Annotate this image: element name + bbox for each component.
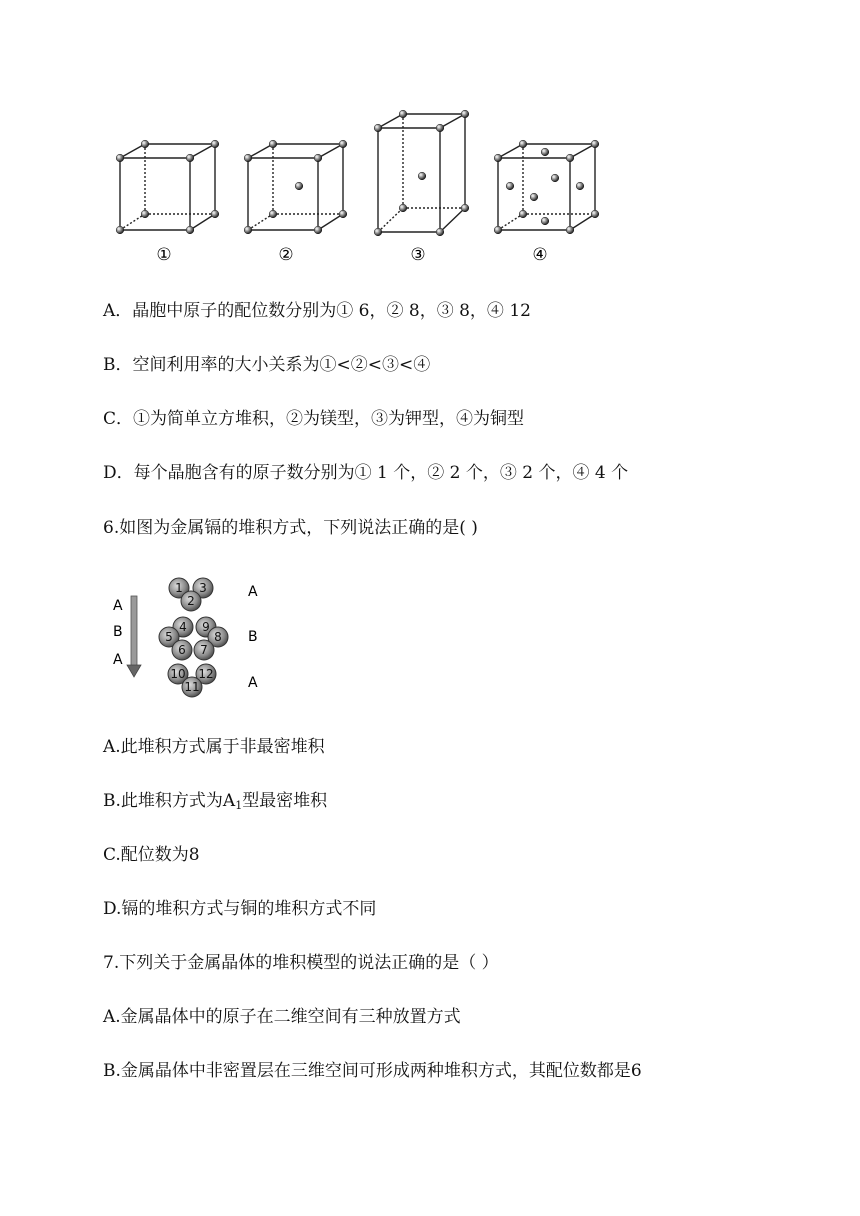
sphere-4: 4	[179, 620, 187, 634]
sphere-2: 2	[187, 594, 195, 608]
q7-option-a: A.金属晶体中的原子在二维空间有三种放置方式	[103, 1007, 461, 1027]
q6-stem: 6.如图为金属镉的堆积方式，下列说法正确的是( )	[103, 518, 478, 538]
q5-option-b: B．空间利用率的大小关系为①<②<③<④	[103, 355, 431, 375]
layer-label-3: A	[248, 675, 258, 691]
layer-label-2: B	[248, 629, 258, 645]
q7-option-b: B.金属晶体中非密置层在三维空间可形成两种堆积方式，其配位数都是6	[103, 1061, 642, 1081]
sphere-6: 6	[178, 643, 186, 657]
q5-option-a: A．晶胞中原子的配位数分别为① 6，② 8，③ 8，④ 12	[103, 301, 531, 321]
cell-label-2: ②	[278, 245, 294, 265]
arrow-label-1: A	[113, 598, 123, 614]
q5-option-d: D．每个晶胞含有的原子数分别为① 1 个，② 2 个，③ 2 个，④ 4 个	[103, 463, 629, 483]
unit-cell-1	[120, 144, 215, 230]
layer-label-1: A	[248, 584, 258, 600]
cell-label-1: ①	[156, 245, 172, 265]
sphere-1: 1	[175, 581, 183, 595]
sphere-3: 3	[199, 581, 207, 595]
stacking-figure	[100, 570, 280, 705]
sphere-5: 5	[165, 630, 173, 644]
sphere-9: 9	[202, 620, 210, 634]
sphere-11: 11	[184, 680, 200, 694]
q6-option-b	[103, 789, 327, 818]
sphere-7: 7	[200, 643, 208, 657]
cell-label-4: ④	[532, 245, 548, 265]
q6-option-c: C.配位数为8	[103, 845, 200, 865]
q6-option-b-suffix: 型最密堆积	[242, 791, 328, 811]
sphere-8: 8	[214, 630, 222, 644]
q5-option-c: C．①为简单立方堆积，②为镁型，③为钾型，④为铜型	[103, 409, 525, 429]
arrow-label-2: B	[113, 624, 123, 640]
arrow-label-3: A	[113, 652, 123, 668]
q6-option-a: A.此堆积方式属于非最密堆积	[103, 737, 325, 757]
sphere-12: 12	[198, 667, 214, 681]
sphere-10: 10	[170, 667, 186, 681]
q7-stem: 7.下列关于金属晶体的堆积模型的说法正确的是（ ）	[103, 953, 499, 973]
q6-option-b-subscript: 1	[235, 799, 243, 812]
q6-option-b-text: B.此堆积方式为A	[103, 791, 236, 811]
q6-option-d: D.镉的堆积方式与铜的堆积方式不同	[103, 899, 377, 919]
unit-cell-figure	[100, 100, 620, 270]
stacking-arrow	[131, 596, 137, 666]
cell-label-3: ③	[410, 245, 426, 265]
